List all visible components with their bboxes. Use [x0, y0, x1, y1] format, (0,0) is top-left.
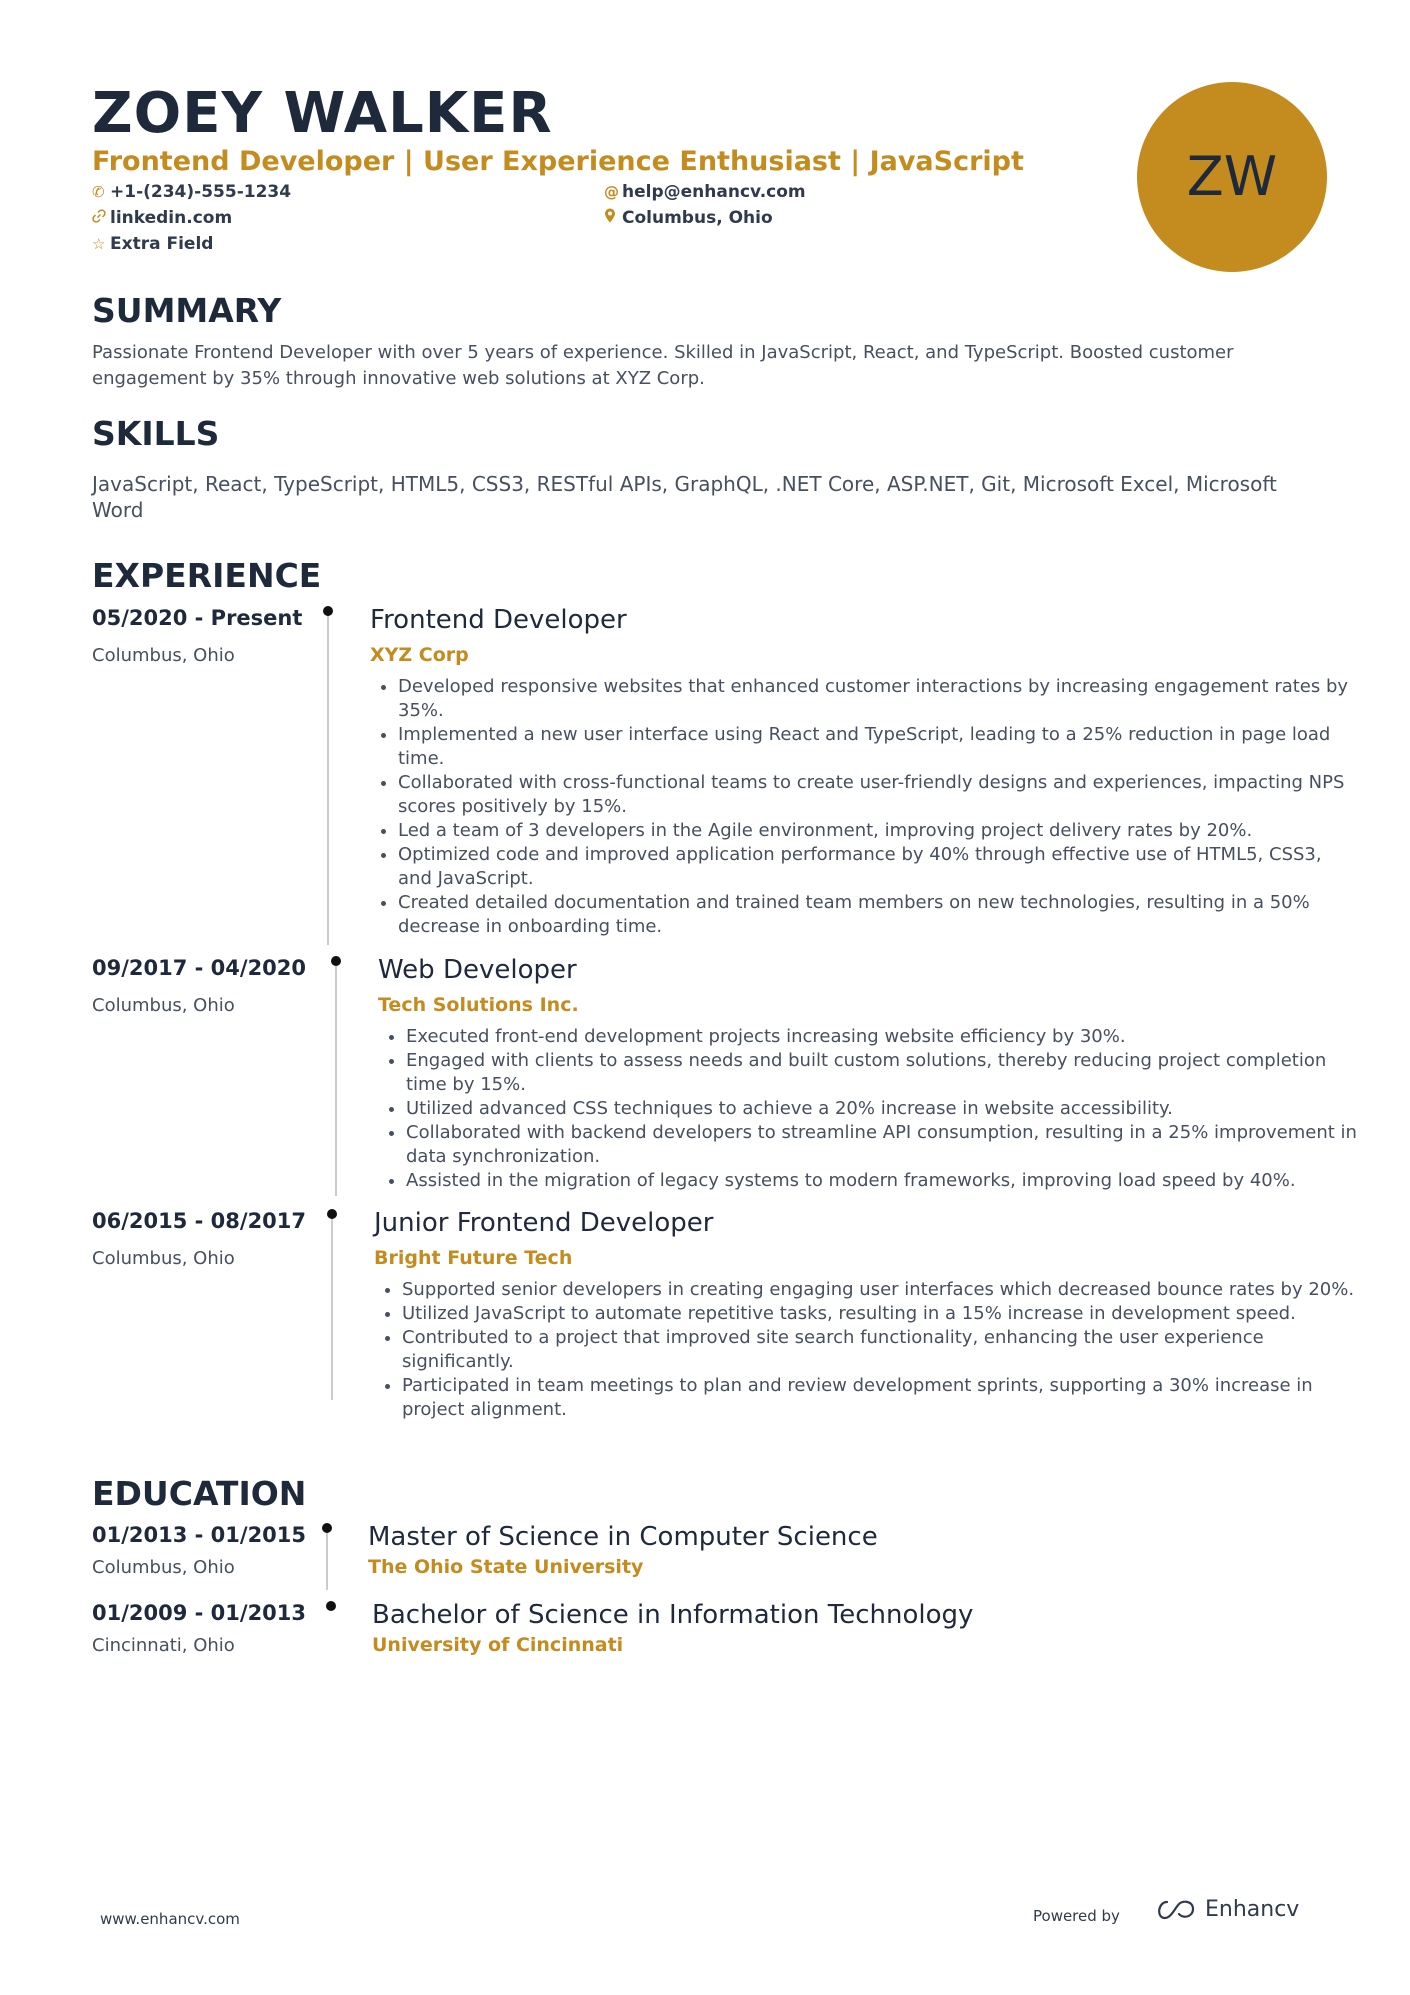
education-title: EDUCATION [92, 1474, 307, 1513]
summary-title: SUMMARY [92, 291, 282, 330]
contact-email[interactable] [604, 180, 806, 204]
job-bullets [370, 675, 1358, 939]
brand-text: Enhancv [1205, 1897, 1300, 1922]
job-company: XYZ Corp [370, 644, 469, 666]
job-bullet: • Implemented a new user interface using React and TypeScript, leading to a 25% reduction in page load time. [398, 723, 1358, 771]
job-bullet: • Utilized JavaScript to automate repetitive tasks, resulting in a 15% increase in development speed. [402, 1302, 1357, 1326]
job-dates: 06/2015 - 08/2017 [92, 1209, 307, 1233]
edu-degree: Master of Science in Computer Science [368, 1522, 878, 1552]
timeline-line [331, 1214, 333, 1400]
job-bullets [378, 1025, 1361, 1193]
job-location: Columbus, Ohio [92, 995, 235, 1016]
job-role: Junior Frontend Developer [374, 1208, 714, 1238]
phone-text: +1-(234)-555-1234 [110, 182, 292, 202]
footer-website[interactable]: www.enhancv.com [100, 1910, 240, 1928]
star-icon: ☆ [92, 235, 106, 253]
edu-location: Columbus, Ohio [92, 1557, 235, 1578]
extra-text: Extra Field [110, 234, 214, 254]
location-pin-icon [604, 206, 622, 230]
job-bullet: • Utilized advanced CSS techniques to achieve a 20% increase in website accessibility. [406, 1097, 1361, 1121]
job-bullet: • Optimized code and improved application performance by 40% through effective use of HTML5, CSS3, and JavaScript. [398, 843, 1358, 891]
candidate-headline: Frontend Developer | User Experience Enthusiast | JavaScript [92, 146, 1024, 177]
job-bullet: • Collaborated with cross-functional teams to create user-friendly designs and experiences, impacting NPS scores positively by 15%. [398, 771, 1358, 819]
footer-powered-by: Powered by [1033, 1907, 1120, 1925]
job-bullet: • Supported senior developers in creating engaging user interfaces which decreased bounce rates by 20%. [402, 1278, 1357, 1302]
enhancv-logo-icon [1153, 1898, 1199, 1922]
job-role: Frontend Developer [370, 605, 627, 635]
timeline-dot [331, 956, 341, 966]
avatar: ZW [1137, 82, 1327, 272]
job-bullet: • Developed responsive websites that enhanced customer interactions by increasing engagement rates by 35%. [398, 675, 1358, 723]
at-icon: @ [604, 183, 619, 201]
skills-title: SKILLS [92, 414, 220, 453]
timeline-dot [323, 606, 333, 616]
job-bullet: • Participated in team meetings to plan and review development sprints, supporting a 30% increase in project alignment. [402, 1374, 1357, 1422]
summary-text: Passionate Frontend Developer with over 5 years of experience. Skilled in JavaScript, React, and TypeScript. Boosted customer engagement by 35% through innovative web solutions at XYZ Corp. [92, 342, 1234, 389]
candidate-name: ZOEY WALKER [92, 81, 553, 146]
job-company: Tech Solutions Inc. [378, 994, 579, 1016]
edu-location: Cincinnati, Ohio [92, 1635, 235, 1656]
job-company: Bright Future Tech [374, 1247, 573, 1269]
timeline-line [326, 1528, 328, 1590]
job-bullets [374, 1278, 1357, 1422]
edu-school: The Ohio State University [368, 1556, 644, 1578]
skills-text: JavaScript, React, TypeScript, HTML5, CSS3, RESTful APIs, GraphQL, .NET Core, ASP.NET, Git, Microsoft Excel, Microsoft Word [92, 472, 1277, 522]
job-dates: 09/2017 - 04/2020 [92, 956, 307, 980]
location-text: Columbus, Ohio [622, 208, 773, 228]
job-bullet: • Led a team of 3 developers in the Agile environment, improving project delivery rates by 20%. [398, 819, 1358, 843]
phone-icon: ✆ [92, 183, 105, 201]
job-bullet: • Engaged with clients to assess needs and built custom solutions, thereby reducing project completion time by 15%. [406, 1049, 1361, 1097]
footer-brand[interactable] [1153, 1897, 1299, 1922]
edu-school: University of Cincinnati [372, 1634, 624, 1656]
timeline-line [335, 961, 337, 1196]
job-location: Columbus, Ohio [92, 645, 235, 666]
job-bullet: • Assisted in the migration of legacy systems to modern frameworks, improving load speed by 40%. [406, 1169, 1361, 1193]
linkedin-text[interactable]: linkedin.com [110, 208, 233, 228]
job-bullet: • Contributed to a project that improved site search functionality, enhancing the user experience significantly. [402, 1326, 1357, 1374]
link-icon [92, 206, 110, 230]
timeline-dot [327, 1209, 337, 1219]
edu-degree: Bachelor of Science in Information Technology [372, 1600, 974, 1630]
timeline-dot [322, 1523, 332, 1533]
edu-dates: 01/2009 - 01/2013 [92, 1601, 307, 1625]
timeline-line [327, 611, 329, 945]
job-bullet: • Collaborated with backend developers to streamline API consumption, resulting in a 25% improvement in data synchronization. [406, 1121, 1361, 1169]
job-location: Columbus, Ohio [92, 1248, 235, 1269]
experience-title: EXPERIENCE [92, 556, 322, 595]
job-role: Web Developer [378, 955, 577, 985]
job-dates: 05/2020 - Present [92, 606, 303, 630]
contact-linkedin[interactable] [92, 206, 232, 230]
timeline-dot [326, 1601, 336, 1611]
email-text[interactable]: help@enhancv.com [622, 182, 806, 202]
edu-dates: 01/2013 - 01/2015 [92, 1523, 307, 1547]
contact-extra [92, 232, 213, 256]
job-bullet: • Executed front-end development projects increasing website efficiency by 30%. [406, 1025, 1361, 1049]
contact-phone [92, 180, 291, 204]
job-bullet: • Created detailed documentation and trained team members on new technologies, resulting in a 50% decrease in onboarding time. [398, 891, 1358, 939]
contact-location [604, 206, 773, 230]
